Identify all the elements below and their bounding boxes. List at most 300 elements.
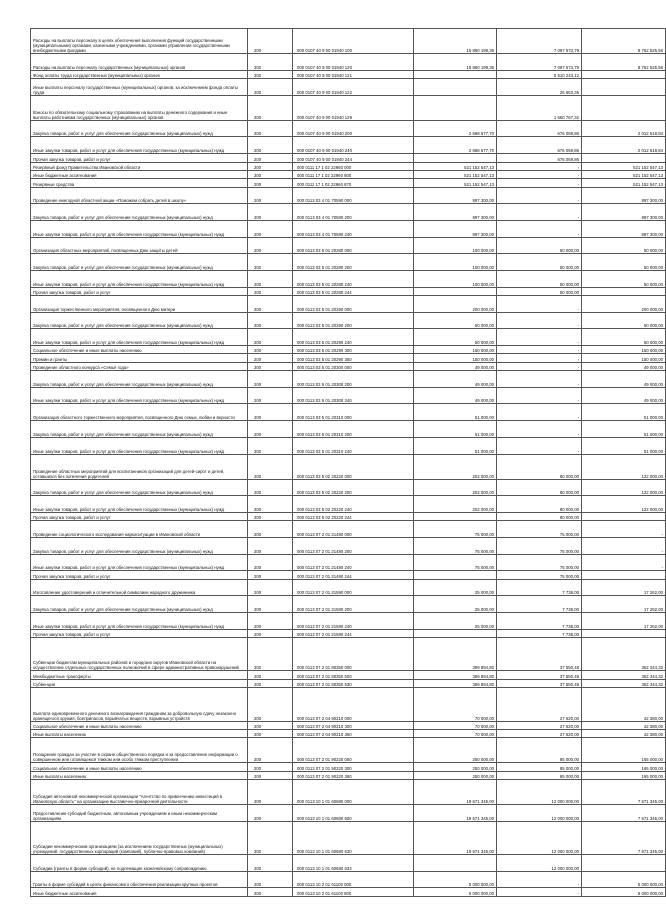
table-body <box>31 29 666 897</box>
row-budget-code-cell: 000 0113 03 5 01 20290 240 <box>293 329 414 346</box>
row-executed-amount-cell: 37 550,48 <box>497 679 582 687</box>
budget-report-page <box>30 28 663 896</box>
row-assigned-amount-cell <box>414 79 497 96</box>
row-assigned-amount-cell: 75 000,00 <box>414 521 497 538</box>
table-row <box>31 729 666 737</box>
row-assigned-amount-cell: 2 688 677,70 <box>414 120 497 137</box>
row-assigned-amount-cell: 897 300,00 <box>414 220 497 237</box>
row-budget-code-cell: 000 0107 40 9 00 01940 240 <box>293 137 414 154</box>
row-grbs-cell: 200 <box>248 187 293 204</box>
row-budget-code-cell: 000 0113 07 2 01 21590 000 <box>293 579 414 596</box>
table-row <box>31 888 666 896</box>
row-assigned-amount-cell: 25 000,00 <box>414 596 497 613</box>
row-budget-code-cell: 000 0113 03 5 01 20300 000 <box>293 362 414 370</box>
row-remaining-amount-cell <box>582 95 666 120</box>
row-grbs-cell: 200 <box>248 679 293 687</box>
row-assigned-amount-cell <box>414 95 497 120</box>
row-budget-code-cell: 000 0113 07 2 01 80350 500 <box>293 671 414 679</box>
row-assigned-amount-cell: 521 152 547,13 <box>414 179 497 187</box>
row-name-cell: Расходы на выплаты персоналу в целях обеспечения выполнения функций государственными (муниципальными) органами, казенными учреждениями, органами управления государственными внебюджетными фондами <box>31 29 248 54</box>
row-budget-code-cell: 000 0113 07 2 01 90220 300 <box>293 763 414 771</box>
row-name-cell: Проведение социологического исследования наркоситуации в Ивановской области <box>31 521 248 538</box>
row-assigned-amount-cell: 19 671 345,00 <box>414 821 497 854</box>
row-remaining-amount-cell: 5 000 000,00 <box>582 888 666 896</box>
row-budget-code-cell: 000 0113 07 2 01 21480 200 <box>293 537 414 554</box>
table-row <box>31 220 666 237</box>
row-executed-amount-cell: 7 097 673,79 <box>497 54 582 71</box>
row-grbs-cell: 200 <box>248 479 293 496</box>
row-grbs-cell: 200 <box>248 855 293 872</box>
row-grbs-cell: 200 <box>248 362 293 370</box>
row-budget-code-cell: 000 0113 07 2 04 90210 000 <box>293 688 414 721</box>
row-executed-amount-cell: - <box>497 329 582 346</box>
row-name-cell: Предоставление субсидий бюджетным, автономным учреждениям и иным некоммерческим организациям <box>31 804 248 821</box>
row-grbs-cell: 200 <box>248 688 293 721</box>
row-name-cell: Поощрение граждан за участие в охране общественного порядка и за предоставление информации о совершенном или готовящемся тяжком или особо тяжком преступлении <box>31 738 248 763</box>
row-remaining-amount-cell: 362 344,32 <box>582 679 666 687</box>
row-budget-code-cell: 000 0113 03 5 01 20290 200 <box>293 312 414 329</box>
row-budget-code-cell: 000 0113 03 4 01 70590 240 <box>293 220 414 237</box>
row-remaining-amount-cell: 7 671 345,00 <box>582 804 666 821</box>
row-remaining-amount-cell: 49 000,00 <box>582 387 666 404</box>
row-remaining-amount-cell: 521 152 547,13 <box>582 179 666 187</box>
table-row <box>31 479 666 496</box>
row-grbs-cell: 200 <box>248 154 293 162</box>
row-remaining-amount-cell <box>582 512 666 520</box>
row-assigned-amount-cell <box>414 629 497 637</box>
row-name-cell: Иные закупки товаров, работ и услуг для обеспечения государственных (муниципальных) нужд <box>31 496 248 513</box>
row-name-cell: Резервные средства <box>31 179 248 187</box>
row-assigned-amount-cell: 15 860 199,35 <box>414 54 497 71</box>
row-budget-code-cell: 000 0113 07 2 01 21480 240 <box>293 554 414 571</box>
row-executed-amount-cell: - <box>497 871 582 888</box>
row-executed-amount-cell: 50 000,00 <box>497 254 582 271</box>
row-budget-code-cell: 000 0113 03 5 01 20280 244 <box>293 287 414 295</box>
row-executed-amount-cell: 676 059,86 <box>497 120 582 137</box>
table-row <box>31 688 666 721</box>
table-row <box>31 120 666 137</box>
row-budget-code-cell: 000 0113 03 5 01 20290 300 <box>293 346 414 354</box>
row-budget-code-cell: 000 0113 07 2 01 21480 000 <box>293 521 414 538</box>
row-assigned-amount-cell: 70 000,00 <box>414 721 497 729</box>
table-row <box>31 671 666 679</box>
table-row <box>31 70 666 78</box>
row-name-cell: Закупка товаров, работ и услуг для обеспечения государственных (муниципальных) нужд <box>31 204 248 221</box>
row-executed-amount-cell: 80 000,00 <box>497 512 582 520</box>
row-assigned-amount-cell: 202 000,00 <box>414 454 497 479</box>
table-row <box>31 296 666 313</box>
row-grbs-cell: 200 <box>248 629 293 637</box>
row-executed-amount-cell: 7 738,00 <box>497 596 582 613</box>
row-remaining-amount-cell: 200 000,00 <box>582 296 666 313</box>
row-executed-amount-cell: 7 097 673,79 <box>497 29 582 54</box>
row-executed-amount-cell: 50 000,00 <box>497 237 582 254</box>
row-executed-amount-cell: - <box>497 296 582 313</box>
row-grbs-cell: 200 <box>248 329 293 346</box>
row-grbs-cell: 200 <box>248 312 293 329</box>
row-name-cell: Закупка товаров, работ и услуг для обеспечения государственных (муниципальных) нужд <box>31 479 248 496</box>
table-row <box>31 738 666 763</box>
table-row <box>31 387 666 404</box>
row-executed-amount-cell: - <box>497 204 582 221</box>
row-budget-code-cell: 000 0113 03 5 01 20310 240 <box>293 437 414 454</box>
row-assigned-amount-cell: 50 000,00 <box>414 329 497 346</box>
table-row <box>31 771 666 779</box>
row-assigned-amount-cell: 399 894,80 <box>414 679 497 687</box>
table-row <box>31 721 666 729</box>
row-assigned-amount-cell: 250 000,00 <box>414 738 497 763</box>
row-assigned-amount-cell: 100 000,00 <box>414 270 497 287</box>
row-name-cell: Прочая закупка товаров, работ и услуг <box>31 512 248 520</box>
row-grbs-cell: 200 <box>248 270 293 287</box>
row-assigned-amount-cell: 521 152 547,13 <box>414 162 497 170</box>
row-remaining-amount-cell: 122 000,00 <box>582 454 666 479</box>
row-budget-code-cell: 000 0113 03 5 02 20220 000 <box>293 454 414 479</box>
row-assigned-amount-cell: 2 688 677,70 <box>414 137 497 154</box>
row-budget-code-cell: 000 0113 03 5 01 20290 000 <box>293 296 414 313</box>
row-remaining-amount-cell: 897 300,00 <box>582 220 666 237</box>
row-assigned-amount-cell: 5 000 000,00 <box>414 888 497 896</box>
row-assigned-amount-cell: 19 671 345,00 <box>414 779 497 804</box>
row-grbs-cell: 200 <box>248 387 293 404</box>
row-assigned-amount-cell <box>414 154 497 162</box>
row-remaining-amount-cell <box>582 287 666 295</box>
row-executed-amount-cell: 75 000,00 <box>497 537 582 554</box>
row-budget-code-cell: 000 0113 10 1 01 60680 600 <box>293 804 414 821</box>
row-executed-amount-cell: 12 000 000,00 <box>497 779 582 804</box>
row-grbs-cell: 200 <box>248 179 293 187</box>
row-grbs-cell: 200 <box>248 512 293 520</box>
row-assigned-amount-cell: 15 860 199,35 <box>414 29 497 54</box>
table-row <box>31 804 666 821</box>
table-row <box>31 179 666 187</box>
row-remaining-amount-cell: 165 000,00 <box>582 763 666 771</box>
row-grbs-cell: 200 <box>248 763 293 771</box>
row-assigned-amount-cell: 399 894,80 <box>414 638 497 671</box>
table-row <box>31 162 666 170</box>
row-grbs-cell: 200 <box>248 29 293 54</box>
row-name-cell: Резервный фонд Правительства Ивановской области <box>31 162 248 170</box>
row-assigned-amount-cell: 51 000,00 <box>414 404 497 421</box>
row-remaining-amount-cell: 8 762 525,56 <box>582 54 666 71</box>
row-assigned-amount-cell: 25 000,00 <box>414 579 497 596</box>
row-executed-amount-cell: 12 000 000,00 <box>497 821 582 854</box>
table-row <box>31 29 666 54</box>
table-row <box>31 371 666 388</box>
row-name-cell: Закупка товаров, работ и услуг для обеспечения государственных (муниципальных) нужд <box>31 421 248 438</box>
row-assigned-amount-cell: 51 000,00 <box>414 421 497 438</box>
row-executed-amount-cell: 27 620,00 <box>497 729 582 737</box>
table-row <box>31 679 666 687</box>
row-assigned-amount-cell: 50 000,00 <box>414 312 497 329</box>
row-remaining-amount-cell: 2 012 618,84 <box>582 120 666 137</box>
table-row <box>31 421 666 438</box>
row-executed-amount-cell: - <box>497 162 582 170</box>
row-budget-code-cell: 000 0113 07 2 01 90220 000 <box>293 738 414 763</box>
row-name-cell: Закупка товаров, работ и услуг для обеспечения государственных (муниципальных) нужд <box>31 312 248 329</box>
row-executed-amount-cell: 12 000 000,00 <box>497 804 582 821</box>
row-name-cell: Закупка товаров, работ и услуг для обеспечения государственных (муниципальных) нужд <box>31 537 248 554</box>
row-grbs-cell: 200 <box>248 254 293 271</box>
row-name-cell: Проведение областного конкурса «Семья года» <box>31 362 248 370</box>
row-remaining-amount-cell: 7 671 345,00 <box>582 821 666 854</box>
table-row <box>31 154 666 162</box>
row-remaining-amount-cell: 521 152 547,13 <box>582 162 666 170</box>
row-grbs-cell: 200 <box>248 287 293 295</box>
row-name-cell: Иные закупки товаров, работ и услуг для обеспечения государственных (муниципальных) нужд <box>31 270 248 287</box>
row-assigned-amount-cell: 250 000,00 <box>414 763 497 771</box>
row-budget-code-cell: 000 0113 07 2 01 80350 000 <box>293 638 414 671</box>
row-budget-code-cell: 000 0107 40 9 00 01940 100 <box>293 29 414 54</box>
row-grbs-cell: 200 <box>248 204 293 221</box>
row-executed-amount-cell: - <box>497 437 582 454</box>
row-budget-code-cell: 000 0113 07 2 04 90210 360 <box>293 729 414 737</box>
row-name-cell: Иные закупки товаров, работ и услуг для обеспечения государственных (муниципальных) нужд <box>31 437 248 454</box>
row-remaining-amount-cell <box>582 154 666 162</box>
row-assigned-amount-cell: 75 000,00 <box>414 537 497 554</box>
row-budget-code-cell: 000 0111 17 1 02 22960 800 <box>293 170 414 178</box>
row-name-cell: Субсидии некоммерческим организациям (за исключением государственных (муниципальных) учреждений, государственных корпораций (компаний), публично-правовых компаний) <box>31 821 248 854</box>
row-assigned-amount-cell: 897 300,00 <box>414 187 497 204</box>
row-name-cell: Организация областного торжественного мероприятия, посвященного Дню семьи, любви и верности <box>31 404 248 421</box>
row-assigned-amount-cell: 49 000,00 <box>414 362 497 370</box>
table-row <box>31 521 666 538</box>
row-executed-amount-cell: - <box>497 220 582 237</box>
table-row <box>31 204 666 221</box>
row-budget-code-cell: 000 0113 07 2 01 21590 200 <box>293 596 414 613</box>
row-executed-amount-cell: - <box>497 179 582 187</box>
table-row <box>31 329 666 346</box>
table-row <box>31 270 666 287</box>
row-assigned-amount-cell: 51 000,00 <box>414 437 497 454</box>
table-row <box>31 137 666 154</box>
table-row <box>31 54 666 71</box>
row-assigned-amount-cell: 150 000,00 <box>414 354 497 362</box>
row-budget-code-cell: 000 0113 03 4 01 70590 000 <box>293 187 414 204</box>
row-grbs-cell: 200 <box>248 613 293 630</box>
row-grbs-cell: 200 <box>248 779 293 804</box>
row-assigned-amount-cell <box>414 70 497 78</box>
row-remaining-amount-cell: 50 000,00 <box>582 270 666 287</box>
table-row <box>31 855 666 872</box>
row-assigned-amount-cell: 19 671 345,00 <box>414 804 497 821</box>
row-name-cell: Проведение областных мероприятий для воспитанников организаций для детей-сирот и детей, оставшихся без попечения родителей <box>31 454 248 479</box>
row-remaining-amount-cell: 8 762 525,56 <box>582 29 666 54</box>
table-row <box>31 312 666 329</box>
row-assigned-amount-cell <box>414 512 497 520</box>
row-budget-code-cell: 000 0113 07 2 01 90220 360 <box>293 771 414 779</box>
table-row <box>31 596 666 613</box>
row-budget-code-cell: 000 0113 03 5 02 20220 200 <box>293 479 414 496</box>
row-remaining-amount-cell: 51 000,00 <box>582 437 666 454</box>
row-budget-code-cell: 000 0113 03 5 01 20300 240 <box>293 387 414 404</box>
row-assigned-amount-cell <box>414 571 497 579</box>
row-executed-amount-cell: 37 550,48 <box>497 671 582 679</box>
row-grbs-cell: 200 <box>248 596 293 613</box>
row-budget-code-cell: 000 0107 40 9 00 01940 129 <box>293 95 414 120</box>
row-assigned-amount-cell: 5 000 000,00 <box>414 871 497 888</box>
row-assigned-amount-cell: 75 000,00 <box>414 554 497 571</box>
row-assigned-amount-cell: 150 000,00 <box>414 346 497 354</box>
row-executed-amount-cell: 80 000,00 <box>497 496 582 513</box>
row-name-cell: Иные закупки товаров, работ и услуг для обеспечения государственных (муниципальных) нужд <box>31 220 248 237</box>
row-name-cell: Премии и гранты <box>31 354 248 362</box>
budget-execution-table <box>30 28 666 897</box>
row-budget-code-cell: 000 0111 17 1 02 22960 870 <box>293 179 414 187</box>
row-grbs-cell: 200 <box>248 404 293 421</box>
table-row <box>31 763 666 771</box>
row-executed-amount-cell: 12 000 000,00 <box>497 855 582 872</box>
row-budget-code-cell: 000 0113 03 5 01 20300 200 <box>293 371 414 388</box>
row-executed-amount-cell: 80 000,00 <box>497 479 582 496</box>
table-row <box>31 362 666 370</box>
row-name-cell: Организация торжественного мероприятия, посвященного Дню матери <box>31 296 248 313</box>
table-row <box>31 629 666 637</box>
row-remaining-amount-cell: 50 000,00 <box>582 237 666 254</box>
row-grbs-cell: 200 <box>248 721 293 729</box>
table-row <box>31 95 666 120</box>
row-name-cell: Гранты в форме субсидий в целях финансового обеспечения реализации крупных проектов <box>31 871 248 888</box>
table-row <box>31 579 666 596</box>
row-remaining-amount-cell: - <box>582 537 666 554</box>
row-name-cell: Иные закупки товаров, работ и услуг для обеспечения государственных (муниципальных) нужд <box>31 329 248 346</box>
row-assigned-amount-cell <box>414 287 497 295</box>
row-assigned-amount-cell: 250 000,00 <box>414 771 497 779</box>
row-executed-amount-cell: - <box>497 371 582 388</box>
row-budget-code-cell: 000 0113 03 5 01 20310 200 <box>293 421 414 438</box>
row-name-cell: Иные выплаты персоналу государственных (муниципальных) органов, за исключением фонда оплаты труда <box>31 79 248 96</box>
row-remaining-amount-cell <box>582 629 666 637</box>
row-executed-amount-cell: 27 620,00 <box>497 721 582 729</box>
table-row <box>31 237 666 254</box>
row-executed-amount-cell: - <box>497 362 582 370</box>
row-grbs-cell: 200 <box>248 162 293 170</box>
row-remaining-amount-cell: 897 300,00 <box>582 204 666 221</box>
row-grbs-cell: 200 <box>248 120 293 137</box>
row-assigned-amount-cell: 897 300,00 <box>414 204 497 221</box>
row-grbs-cell: 200 <box>248 729 293 737</box>
row-grbs-cell: 200 <box>248 421 293 438</box>
row-executed-amount-cell: - <box>497 346 582 354</box>
table-row <box>31 638 666 671</box>
row-remaining-amount-cell: - <box>582 554 666 571</box>
row-assigned-amount-cell: 70 000,00 <box>414 688 497 721</box>
row-executed-amount-cell: - <box>497 354 582 362</box>
row-assigned-amount-cell: 521 152 547,13 <box>414 170 497 178</box>
row-name-cell: Социальное обеспечение и иные выплаты населению <box>31 763 248 771</box>
row-budget-code-cell: 000 0113 03 5 01 20280 240 <box>293 270 414 287</box>
row-grbs-cell: 200 <box>248 70 293 78</box>
row-executed-amount-cell: 7 738,00 <box>497 629 582 637</box>
row-remaining-amount-cell: 42 380,00 <box>582 721 666 729</box>
row-executed-amount-cell: 7 738,00 <box>497 613 582 630</box>
row-name-cell: Субвенции <box>31 679 248 687</box>
row-grbs-cell: 200 <box>248 170 293 178</box>
row-name-cell: Иные закупки товаров, работ и услуг для обеспечения государственных (муниципальных) нужд <box>31 554 248 571</box>
row-remaining-amount-cell: 17 262,00 <box>582 596 666 613</box>
row-grbs-cell: 200 <box>248 804 293 821</box>
row-budget-code-cell: 000 0113 07 2 01 80350 530 <box>293 679 414 687</box>
table-row <box>31 187 666 204</box>
row-executed-amount-cell: 37 550,48 <box>497 638 582 671</box>
row-grbs-cell: 200 <box>248 54 293 71</box>
row-name-cell: Изготовление удостоверений и отличительной символики народного дружинника <box>31 579 248 596</box>
row-budget-code-cell: 000 0113 10 2 01 61100 800 <box>293 888 414 896</box>
table-row <box>31 404 666 421</box>
row-grbs-cell: 200 <box>248 95 293 120</box>
row-grbs-cell: 200 <box>248 671 293 679</box>
row-budget-code-cell: 000 0113 03 4 01 70590 200 <box>293 204 414 221</box>
row-assigned-amount-cell: 399 894,80 <box>414 671 497 679</box>
table-row <box>31 254 666 271</box>
row-executed-amount-cell: 80 000,00 <box>497 454 582 479</box>
row-remaining-amount-cell: 50 000,00 <box>582 254 666 271</box>
row-assigned-amount-cell: 49 000,00 <box>414 387 497 404</box>
row-grbs-cell: 200 <box>248 346 293 354</box>
row-grbs-cell: 200 <box>248 354 293 362</box>
table-row <box>31 571 666 579</box>
row-executed-amount-cell: 7 738,00 <box>497 579 582 596</box>
row-name-cell: Социальное обеспечение и иные выплаты населению <box>31 346 248 354</box>
row-executed-amount-cell: 50 000,00 <box>497 270 582 287</box>
row-name-cell: Прочая закупка товаров, работ и услуг <box>31 287 248 295</box>
row-grbs-cell: 200 <box>248 821 293 854</box>
row-name-cell: Субсидии (гранты в форме субсидий), не подлежащие казначейскому сопровождению <box>31 855 248 872</box>
row-name-cell: Иные закупки товаров, работ и услуг для обеспечения государственных (муниципальных) нужд <box>31 387 248 404</box>
row-remaining-amount-cell <box>582 79 666 96</box>
row-remaining-amount-cell: 897 300,00 <box>582 187 666 204</box>
row-executed-amount-cell: 50 000,00 <box>497 287 582 295</box>
table-row <box>31 779 666 804</box>
row-grbs-cell: 200 <box>248 521 293 538</box>
row-budget-code-cell: 000 0113 07 2 01 21480 244 <box>293 571 414 579</box>
row-remaining-amount-cell: 521 152 547,13 <box>582 170 666 178</box>
row-executed-amount-cell: - <box>497 888 582 896</box>
table-row <box>31 496 666 513</box>
row-remaining-amount-cell: 362 344,32 <box>582 638 666 671</box>
table-row <box>31 871 666 888</box>
row-name-cell: Прочая закупка товаров, работ и услуг <box>31 154 248 162</box>
row-budget-code-cell: 000 0107 40 9 00 01940 244 <box>293 154 414 162</box>
row-name-cell: Иные выплаты населению <box>31 729 248 737</box>
row-remaining-amount-cell: 165 000,00 <box>582 738 666 763</box>
row-executed-amount-cell: 85 000,00 <box>497 738 582 763</box>
row-grbs-cell: 200 <box>248 137 293 154</box>
row-budget-code-cell: 000 0113 03 5 01 20310 000 <box>293 404 414 421</box>
row-executed-amount-cell: - <box>497 387 582 404</box>
row-remaining-amount-cell: 42 380,00 <box>582 688 666 721</box>
row-executed-amount-cell: 85 000,00 <box>497 771 582 779</box>
row-executed-amount-cell: - <box>497 187 582 204</box>
row-remaining-amount-cell: 50 000,00 <box>582 329 666 346</box>
row-remaining-amount-cell: 122 000,00 <box>582 479 666 496</box>
row-assigned-amount-cell: 100 000,00 <box>414 237 497 254</box>
row-executed-amount-cell: 5 510 243,12 <box>497 70 582 78</box>
row-executed-amount-cell: - <box>497 421 582 438</box>
row-executed-amount-cell: 85 000,00 <box>497 763 582 771</box>
row-assigned-amount-cell: 49 000,00 <box>414 371 497 388</box>
row-remaining-amount-cell <box>582 70 666 78</box>
row-assigned-amount-cell: 100 000,00 <box>414 254 497 271</box>
table-row <box>31 454 666 479</box>
table-row <box>31 79 666 96</box>
row-executed-amount-cell: 26 663,35 <box>497 79 582 96</box>
row-executed-amount-cell: 27 620,00 <box>497 688 582 721</box>
row-budget-code-cell: 000 0113 03 5 02 20220 240 <box>293 496 414 513</box>
row-budget-code-cell: 000 0107 40 9 00 01940 122 <box>293 79 414 96</box>
row-name-cell: Иные бюджетные ассигнования <box>31 170 248 178</box>
row-grbs-cell: 200 <box>248 371 293 388</box>
